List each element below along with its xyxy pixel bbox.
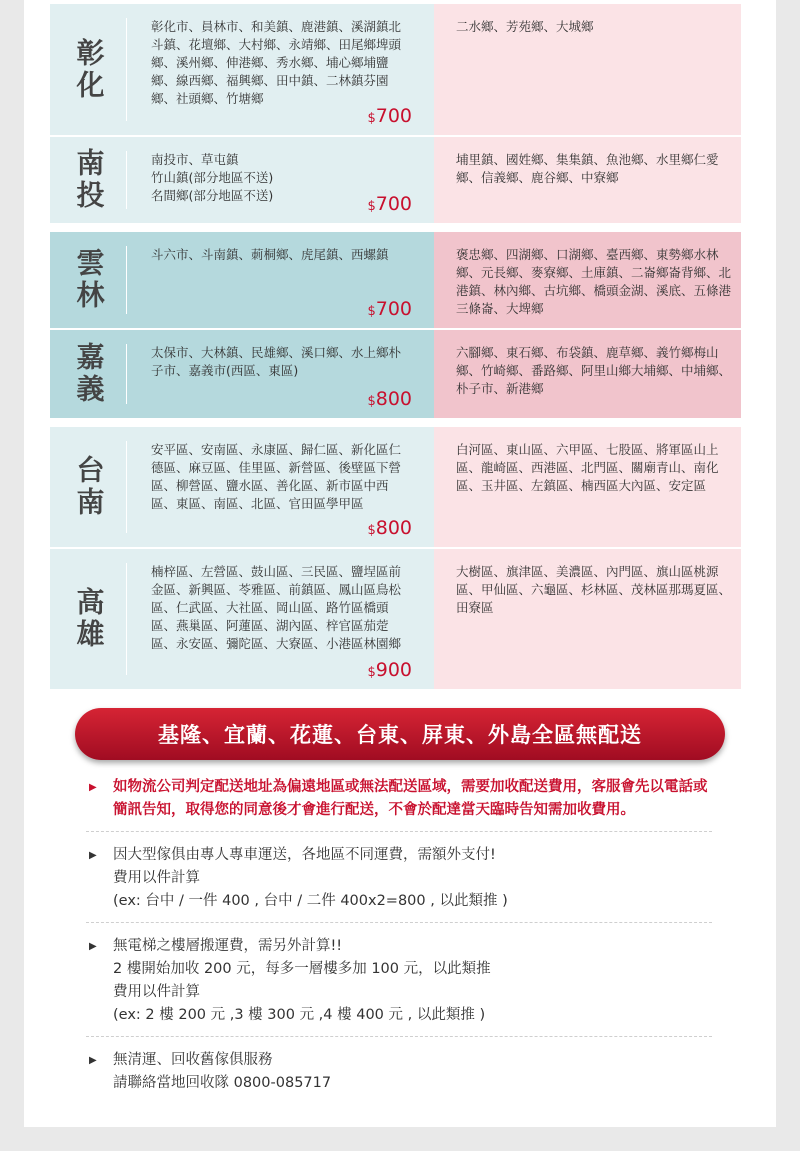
- standard-area-cell: [127, 427, 434, 547]
- currency-sign: $: [367, 199, 376, 214]
- region-cell: [50, 330, 127, 418]
- region-cell: [50, 549, 127, 689]
- region-name: 南投: [72, 148, 106, 212]
- notes-list: [86, 776, 712, 1116]
- price: [367, 193, 412, 215]
- remote-areas: 大樹區、旗津區、美濃區、內門區、旗山區桃源區、甲仙區、六龜區、杉林區、茂林區那瑪夏區、田寮區: [434, 549, 741, 689]
- region-name: 彰化: [72, 37, 106, 102]
- note-text: 無清運、回收舊傢俱服務 請聯絡當地回收隊 0800-085717: [113, 1052, 332, 1091]
- table-row: [50, 547, 741, 689]
- note-text: 無電梯之樓層搬運費，需另外計算!! 2 樓開始加收 200 元，每多一層樓多加 100 元，以此類推 費用以件計算 (ex: 2 樓 200 元 ,3 樓 300 元 ,4 樓 400 元 , 以此類推 ): [113, 938, 491, 1023]
- standard-areas: 南投市、草屯鎮 竹山鎮(部分地區不送) 名間鄉(部分地區不送): [151, 152, 274, 203]
- standard-areas: 斗六市、斗南鎮、莿桐鄉、虎尾鎮、西螺鎮: [151, 247, 389, 262]
- region-name: 台南: [72, 455, 106, 519]
- shipping-table: [50, 4, 741, 698]
- region-cell: [50, 4, 127, 135]
- remote-areas: 白河區、東山區、六甲區、七股區、將軍區山上區、龍崎區、西港區、北門區、關廟青山、南化區、玉井區、左鎮區、楠西區大內區、安定區: [434, 427, 741, 547]
- currency-sign: $: [367, 665, 376, 680]
- standard-area-cell: [127, 549, 434, 689]
- no-delivery-banner: 基隆、宜蘭、花蓮、台東、屏東、外島全區無配送: [75, 708, 725, 760]
- region-name: 雲林: [72, 248, 106, 312]
- remote-areas: 六腳鄉、東石鄉、布袋鎮、鹿草鄉、義竹鄉梅山鄉、竹崎鄉、番路鄉、阿里山鄉大埔鄉、中埔鄉、朴子市、新港鄉: [434, 330, 741, 418]
- list-item: [86, 935, 712, 1037]
- triangle-bullet-icon: ▶: [89, 941, 97, 952]
- currency-sign: $: [367, 394, 376, 409]
- price-value: 700: [375, 298, 412, 320]
- region-cell: [50, 137, 127, 223]
- region-cell: [50, 232, 127, 328]
- standard-area-cell: [127, 137, 434, 223]
- table-row: [50, 328, 741, 418]
- price: [367, 659, 412, 681]
- table-row: [50, 4, 741, 135]
- note-text: 如物流公司判定配送地址為偏遠地區或無法配送區域，需要加收配送費用，客服會先以電話或簡訊告知，取得您的同意後才會進行配送，不會於配達當天臨時告知需加收費用。: [113, 779, 708, 818]
- table-row: [50, 427, 741, 547]
- price-value: 700: [375, 105, 412, 127]
- price: [367, 517, 412, 539]
- region-cell: [50, 427, 127, 547]
- price-value: 800: [375, 388, 412, 410]
- note-text: 因大型傢俱由專人專車運送，各地區不同運費，需額外支付! 費用以件計算 (ex: 台中 / 一件 400 , 台中 / 二件 400x2=800 , 以此類推 ): [113, 847, 508, 909]
- table-group: [50, 4, 741, 223]
- standard-areas: 楠梓區、左營區、鼓山區、三民區、鹽埕區前金區、新興區、苓雅區、前鎮區、鳳山區鳥松區、仁武區、大社區、岡山區、路竹區橋頭區、燕巢區、阿蓮區、湖內區、梓官區茄萣區、永安區、彌陀區、大寮區、小港區林園鄉: [151, 564, 402, 651]
- standard-area-cell: [127, 232, 434, 328]
- currency-sign: $: [367, 304, 376, 319]
- standard-areas: 安平區、安南區、永康區、歸仁區、新化區仁德區、麻豆區、佳里區、新營區、後壁區下營區、柳營區、鹽水區、善化區、新市區中西區、東區、南區、北區、官田區學甲區: [151, 442, 402, 511]
- remote-areas: 二水鄉、芳苑鄉、大城鄉: [434, 4, 741, 135]
- table-group: [50, 427, 741, 689]
- table-group: [50, 232, 741, 418]
- currency-sign: $: [367, 523, 376, 538]
- region-name: 高雄: [72, 587, 106, 651]
- remote-areas: 埔里鎮、國姓鄉、集集鎮、魚池鄉、水里鄉仁愛鄉、信義鄉、鹿谷鄉、中寮鄉: [434, 137, 741, 223]
- list-item: [86, 776, 712, 832]
- standard-area-cell: [127, 4, 434, 135]
- remote-areas: 褒忠鄉、四湖鄉、口湖鄉、臺西鄉、東勢鄉水林鄉、元長鄉、麥寮鄉、土庫鎮、二崙鄉崙背鄉、北港鎮、林內鄉、古坑鄉、橋頭金湖、溪底、五條港三條崙、大埤鄉: [434, 232, 741, 328]
- standard-area-cell: [127, 330, 434, 418]
- table-row: [50, 135, 741, 223]
- triangle-bullet-icon: ▶: [89, 1055, 97, 1066]
- list-item: [86, 844, 712, 923]
- triangle-bullet-icon: ▶: [89, 782, 97, 793]
- region-name: 嘉義: [72, 342, 106, 406]
- currency-sign: $: [367, 111, 376, 126]
- price-value: 800: [375, 517, 412, 539]
- price-value: 900: [375, 659, 412, 681]
- price: [367, 388, 412, 410]
- price: [367, 105, 412, 127]
- standard-areas: 彰化市、員林市、和美鎮、鹿港鎮、溪湖鎮北斗鎮、花壇鄉、大村鄉、永靖鄉、田尾鄉埤頭鄉、溪州鄉、伸港鄉、秀水鄉、埔心鄉埔鹽鄉、線西鄉、福興鄉、田中鎮、二林鎮芬園鄉、社頭鄉、竹塘鄉: [151, 19, 402, 106]
- table-row: [50, 232, 741, 328]
- triangle-bullet-icon: ▶: [89, 850, 97, 861]
- list-item: [86, 1049, 712, 1104]
- price-value: 700: [375, 193, 412, 215]
- standard-areas: 太保市、大林鎮、民雄鄉、溪口鄉、水上鄉朴子市、嘉義市(西區、東區): [151, 345, 402, 378]
- price: [367, 298, 412, 320]
